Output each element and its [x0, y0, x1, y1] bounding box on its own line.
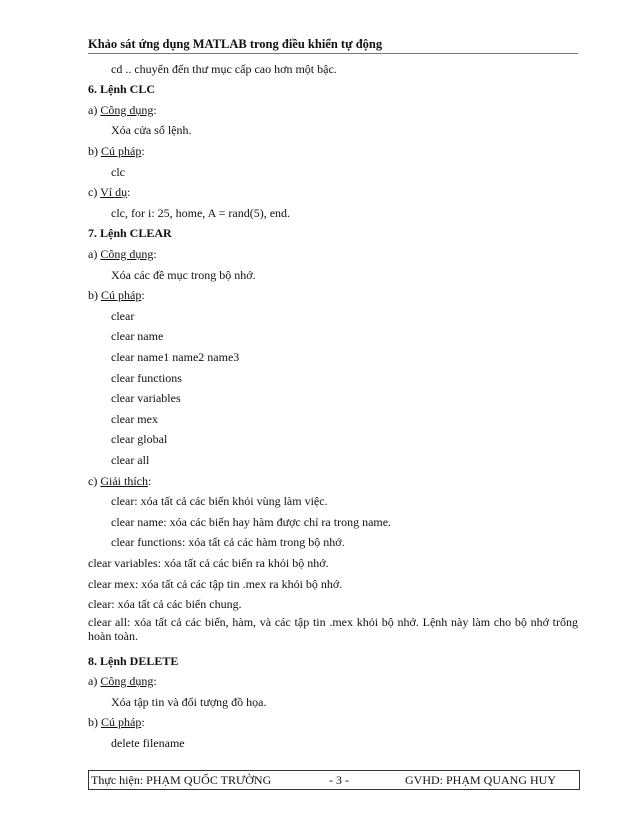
explain-line: clear variables: xóa tất cả các biến ra khỏi bộ nhớ. — [88, 556, 329, 570]
section-7-title: 7. Lệnh CLEAR — [88, 226, 172, 240]
page-footer — [88, 770, 580, 790]
explain-line: clear: xóa tất cả các biến khỏi vùng làm việc. — [111, 494, 328, 508]
syntax-line: clear variables — [111, 391, 181, 405]
s8-b-label: b) Cú pháp: — [88, 715, 145, 729]
s6-c-label: c) Ví dụ: — [88, 185, 131, 199]
syntax-line: clear — [111, 309, 135, 323]
s6-b-label: b) Cú pháp: — [88, 144, 145, 158]
cd-line: cd .. chuyển đến thư mục cấp cao hơn một bậc. — [111, 62, 337, 76]
s8-a-text: Xóa tập tin và đối tượng đồ họa. — [111, 695, 267, 709]
s8-b-text: delete filename — [111, 736, 185, 750]
s7-c-label: c) Giải thích: — [88, 474, 152, 488]
s7-b-label: b) Cú pháp: — [88, 288, 145, 302]
footer-author: Thực hiện: PHẠM QUỐC TRƯỜNG — [91, 773, 272, 787]
s6-a-text: Xóa cửa sổ lệnh. — [111, 123, 192, 137]
explain-line: clear functions: xóa tất cả các hàm trong bộ nhớ. — [111, 535, 345, 549]
explain-line: clear: xóa tất cả các biến chung. — [88, 597, 242, 611]
s6-b-text: clc — [111, 165, 125, 179]
s7-a-label: a) Công dụng: — [88, 247, 157, 261]
explain-clear-all: clear all: xóa tất cả các biến, hàm, và các tập tin .mex khỏi bộ nhớ. Lệnh này làm cho bộ nhớ trống hoàn toàn. — [88, 615, 578, 643]
s6-a-label: a) Công dụng: — [88, 103, 157, 117]
syntax-line: clear functions — [111, 371, 182, 385]
s8-a-label: a) Công dụng: — [88, 674, 157, 688]
section-8-title: 8. Lệnh DELETE — [88, 654, 179, 668]
syntax-line: clear global — [111, 432, 168, 446]
s7-a-text: Xóa các đề mục trong bộ nhớ. — [111, 268, 256, 282]
footer-advisor: GVHD: PHẠM QUANG HUY — [405, 773, 557, 787]
s6-c-text: clc, for i: 25, home, A = rand(5), end. — [111, 206, 291, 220]
section-6-title: 6. Lệnh CLC — [88, 82, 156, 96]
page-number: - 3 - — [329, 773, 349, 787]
syntax-line: clear mex — [111, 412, 158, 426]
explain-line: clear name: xóa các biến hay hàm được chỉ ra trong name. — [111, 515, 392, 529]
syntax-line: clear name — [111, 329, 164, 343]
syntax-line: clear all — [111, 453, 150, 467]
explain-line: clear mex: xóa tất cả các tập tin .mex ra khỏi bộ nhớ. — [88, 577, 343, 591]
syntax-line: clear name1 name2 name3 — [111, 350, 240, 364]
page-header: Khảo sát ứng dụng MATLAB trong điều khiển tự động — [88, 37, 578, 54]
